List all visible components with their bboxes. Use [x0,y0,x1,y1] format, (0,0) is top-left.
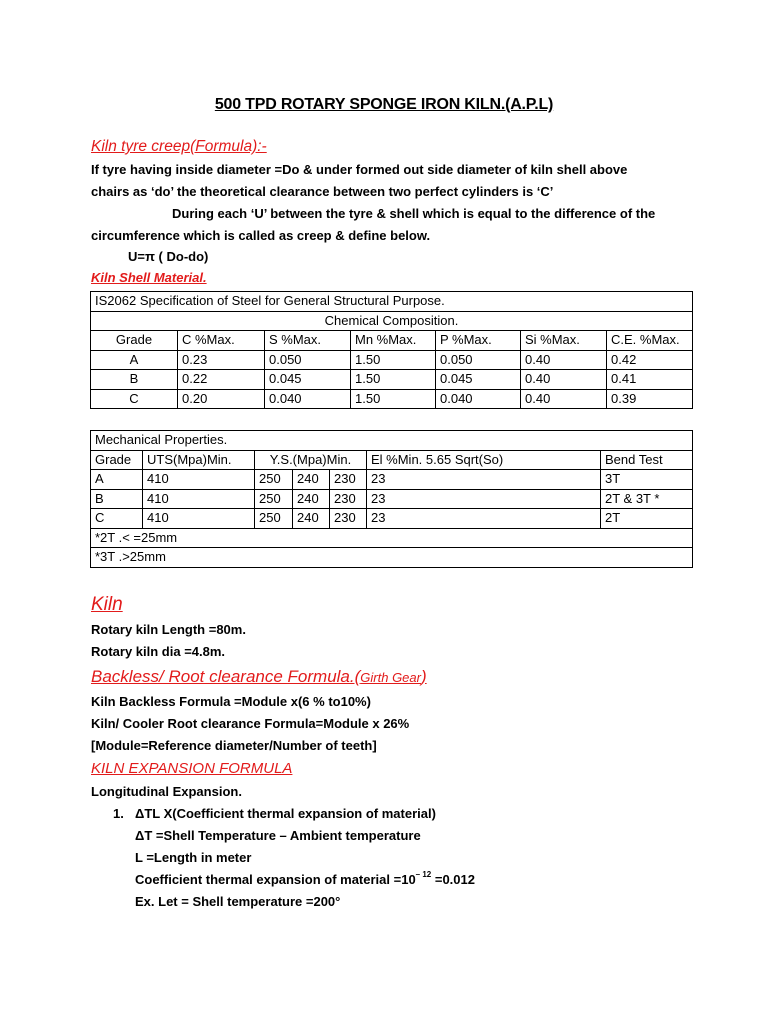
spec-title-cell: IS2062 Specification of Steel for General Structural Purpose. [91,292,693,312]
coefficient-exponent: – 12 [415,870,432,879]
table-cell: 240 [293,509,330,529]
header-cell: C.E. %Max. [607,331,693,351]
table-cell: 3T [601,470,693,490]
table-cell: C [91,509,143,529]
expansion-item-number: 1. [113,806,124,821]
table-cell: 0.040 [265,389,351,409]
mechanical-properties-table [90,430,693,568]
backlash-heading-close: ) [420,667,427,686]
creep-text-line3: During each ‘U’ between the tyre & shell which is equal to the difference of the [172,206,656,221]
kiln-dia-text: Rotary kiln dia =4.8m. [91,644,226,659]
table-cell: 2T [601,509,693,529]
backlash-line1: Kiln Backless Formula =Module x(6 % to10%) [91,694,371,709]
table-cell: 0.23 [178,350,265,370]
table-cell: 250 [255,489,293,509]
mechanical-title-cell: Mechanical Properties. [91,431,693,451]
expansion-subheading: Longitudinal Expansion. [91,784,242,799]
header-cell: El %Min. 5.65 Sqrt(So) [367,450,601,470]
table-cell: 0.050 [436,350,521,370]
table-cell: 0.045 [436,370,521,390]
table-cell: C [91,389,178,409]
table-cell: 1.50 [351,370,436,390]
table-cell: 2T & 3T * [601,489,693,509]
table-cell: 250 [255,470,293,490]
header-cell: Bend Test [601,450,693,470]
table-cell: 0.39 [607,389,693,409]
expansion-delta-t: ΔT =Shell Temperature – Ambient temperature [135,828,421,843]
backlash-line2: Kiln/ Cooler Root clearance Formula=Module x 26% [91,716,410,731]
table-row [91,370,693,390]
backlash-heading-small: Girth Gear [360,670,421,685]
creep-text-line1: If tyre having inside diameter =Do & under formed out side diameter of kiln shell above [91,162,628,177]
header-cell: UTS(Mpa)Min. [143,450,255,470]
table-cell: 1.50 [351,350,436,370]
table-cell: A [91,350,178,370]
expansion-heading: KILN EXPANSION FORMULA [91,760,293,777]
note-cell: *2T .< =25mm [91,528,693,548]
table-cell: 0.40 [521,350,607,370]
table-cell: 240 [293,470,330,490]
table-cell: A [91,470,143,490]
note-cell: *3T .>25mm [91,548,693,568]
table-cell: 230 [330,489,367,509]
table-cell: 0.40 [521,389,607,409]
table-cell: 0.40 [521,370,607,390]
table-cell: 410 [143,509,255,529]
expansion-item1: ΔTL X(Coefficient thermal expansion of material) [135,806,436,821]
table-cell: 250 [255,509,293,529]
header-cell: Y.S.(Mpa)Min. [255,450,367,470]
header-cell: C %Max. [178,331,265,351]
table-cell: B [91,489,143,509]
expansion-example: Ex. Let = Shell temperature =200° [135,894,341,909]
header-cell: Grade [91,450,143,470]
creep-formula: U=π ( Do-do) [128,249,209,264]
header-cell: S %Max. [265,331,351,351]
table-cell: 0.045 [265,370,351,390]
header-cell: Si %Max. [521,331,607,351]
table-row [91,350,693,370]
shell-material-heading: Kiln Shell Material. [91,270,207,285]
kiln-heading: Kiln [91,594,123,615]
backlash-line3: [Module=Reference diameter/Number of teeth] [91,738,377,753]
table-row [91,389,693,409]
creep-text-line4: circumference which is called as creep & define below. [91,228,431,243]
table-cell: 410 [143,470,255,490]
table-cell: 230 [330,509,367,529]
table-cell: 0.42 [607,350,693,370]
coefficient-text: Coefficient thermal expansion of material =10 [135,872,416,887]
table-cell: 0.20 [178,389,265,409]
table-cell: 240 [293,489,330,509]
creep-heading: Kiln tyre creep(Formula):- [91,138,267,155]
table-cell: 230 [330,470,367,490]
table-cell: 0.41 [607,370,693,390]
table-cell: 0.040 [436,389,521,409]
table-cell: 1.50 [351,389,436,409]
table-cell: 23 [367,470,601,490]
table-cell: 0.22 [178,370,265,390]
expansion-coefficient [135,872,475,887]
chemical-composition-table [90,291,693,409]
header-cell: Mn %Max. [351,331,436,351]
table-cell: 0.050 [265,350,351,370]
table-cell: B [91,370,178,390]
chemical-subtitle-cell: Chemical Composition. [91,311,693,331]
table-row [91,489,693,509]
table-cell: 410 [143,489,255,509]
backlash-heading-main: Backless/ Root clearance Formula.( [91,667,361,686]
table-header-row [91,450,693,470]
header-cell: Grade [91,331,178,351]
backlash-heading [91,667,427,687]
page-title: 500 TPD ROTARY SPONGE IRON KILN.(A.P.L) [214,96,554,113]
kiln-length-text: Rotary kiln Length =80m. [91,622,246,637]
table-row [91,509,693,529]
coefficient-value: =0.012 [431,872,475,887]
table-cell: 23 [367,509,601,529]
header-cell: P %Max. [436,331,521,351]
table-row [91,470,693,490]
table-cell: 23 [367,489,601,509]
table-header-row [91,331,693,351]
creep-text-line2: chairs as ‘do’ the theoretical clearance between two perfect cylinders is ‘C’ [91,184,554,199]
expansion-length: L =Length in meter [135,850,252,865]
